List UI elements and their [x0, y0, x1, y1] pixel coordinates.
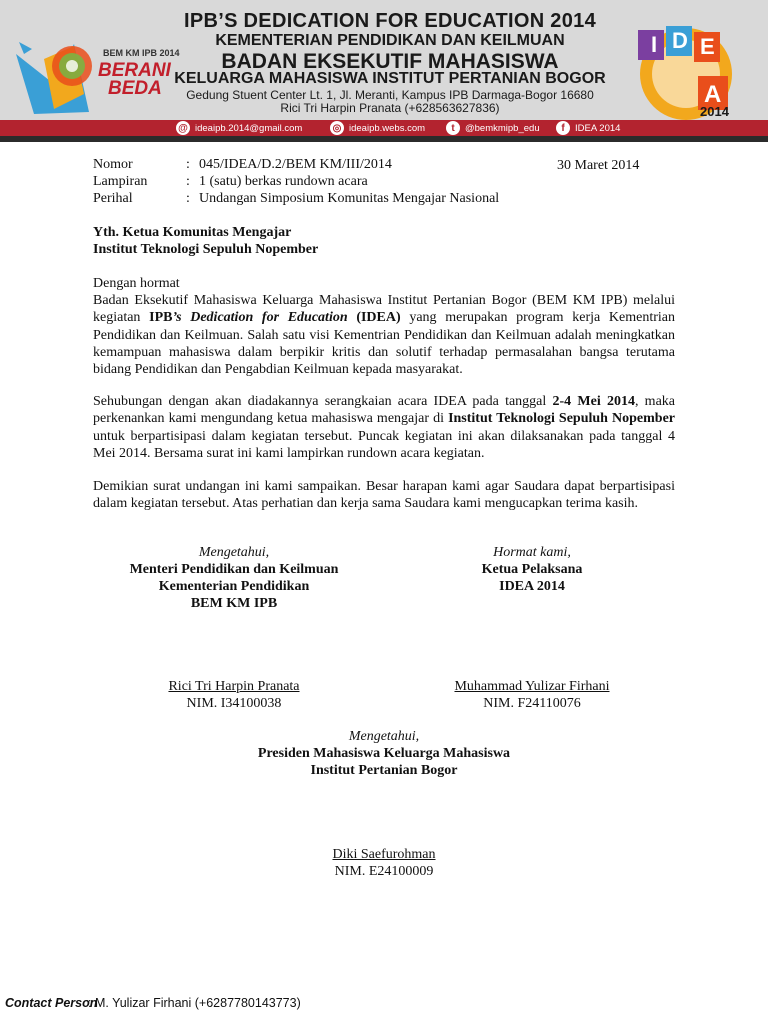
p2-dates: 2-4 Mei 2014 — [552, 394, 635, 409]
logo-right-year: 2014 — [700, 104, 729, 119]
right-sign-title1: Ketua Pelaksana — [481, 562, 583, 577]
p2-text-c: , maka perkenankan kami mengundang ketua mahasiswa mengajar di — [93, 394, 675, 427]
bottom-sign-intro: Mengetahui, — [348, 729, 420, 744]
right-sign-title2: IDEA 2014 — [499, 579, 565, 594]
paragraph-1 — [93, 292, 675, 378]
letterhead-dark-band — [0, 136, 768, 142]
nomor-label: Nomor — [93, 157, 133, 172]
contact-email[interactable] — [176, 121, 302, 135]
facebook-icon: f — [556, 121, 570, 135]
perihal-colon: : — [186, 191, 190, 206]
logo-left-caption: BEM KM IPB 2014 — [103, 48, 180, 58]
logo-left-slogan-line2: BEDA — [108, 78, 162, 99]
contact-email-text: ideaipb.2014@gmail.com — [195, 122, 303, 134]
p1-idea: (IDEA) — [347, 310, 401, 326]
letterhead-institution: KELUARGA MAHASISWA INSTITUT PERTANIAN BOGOR — [174, 70, 606, 87]
right-sign-intro: Hormat kami, — [493, 545, 571, 560]
contact-web-text: ideaipb.webs.com — [349, 122, 426, 134]
svg-text:A: A — [704, 81, 722, 108]
bottom-sign-title1: Presiden Mahasiswa Keluarga Mahasiswa — [257, 746, 511, 761]
p1-ipb: IPB — [149, 310, 173, 326]
p1-dedication: ’s Dedication for Education — [172, 310, 348, 326]
perihal-label: Perihal — [93, 191, 133, 206]
left-sign-nim: NIM. I34100038 — [186, 696, 282, 711]
lampiran-label: Lampiran — [93, 174, 148, 189]
twitter-icon: t — [446, 121, 460, 135]
paragraph-2 — [93, 393, 675, 462]
recipient-line2: Institut Teknologi Sepuluh Nopember — [93, 242, 319, 257]
letterhead — [0, 0, 768, 142]
letterhead-title: IPB’S DEDICATION FOR EDUCATION 2014 — [183, 10, 597, 32]
nomor-value: 045/IDEA/D.2/BEM KM/III/2014 — [199, 157, 392, 172]
left-sign-title2: Kementerian Pendidikan — [158, 579, 310, 594]
bottom-sign-title2: Institut Pertanian Bogor — [310, 763, 458, 778]
svg-text:D: D — [672, 28, 688, 53]
p2-text-a: Sehubungan dengan akan diadakannya serangkaian acara IDEA pada tanggal — [93, 394, 553, 409]
letterhead-ministry: KEMENTERIAN PENDIDIKAN DAN KEILMUAN — [215, 32, 565, 49]
left-sign-intro: Mengetahui, — [198, 545, 270, 560]
contact-facebook-text: IDEA 2014 — [575, 122, 621, 134]
globe-icon: ◎ — [330, 121, 344, 135]
footer-contact-label: Contact Person — [5, 996, 98, 1010]
at-icon: @ — [176, 121, 190, 135]
recipient-line1: Yth. Ketua Komunitas Mengajar — [93, 225, 292, 240]
bottom-sign-name-text: Diki Saefurohman — [332, 847, 436, 862]
left-sign-name-text: Rici Tri Harpin Pranata — [168, 679, 300, 694]
letterhead-contact-name: Rici Tri Harpin Pranata (+628563627836) — [280, 101, 500, 115]
lampiran-value: 1 (satu) berkas rundown acara — [199, 174, 368, 189]
left-sign-title3: BEM KM IPB — [190, 596, 278, 611]
p1-text-a: Badan Eksekutif Mahasiswa Keluarga Mahasiswa Institut Pertanian Bogor (BEM KM IPB) melalui kegiatan — [93, 293, 675, 326]
svg-text:I: I — [651, 32, 658, 57]
letterhead-address: Gedung Stuent Center Lt. 1, Jl. Meranti, Kampus IPB Darmaga-Bogor 16680 — [186, 88, 594, 102]
left-sign-title1: Menteri Pendidikan dan Keilmuan — [129, 562, 339, 577]
left-sign-name — [84, 678, 384, 695]
nomor-colon: : — [186, 157, 190, 172]
right-sign-nim: NIM. F24110076 — [483, 696, 581, 711]
letter-date: 30 Maret 2014 — [557, 158, 640, 173]
p1-text-e: yang merupakan program kerja Kementrian Pendidikan dan Keilmuan. Salah satu visi Kementrian Pendidikan dan Keilmuan adalah meningkatkan kemampuan mahasiswa dalam berpikir kritis dan solutif terhadap permasalahan bangsa terutama bidang Pendidikan dan Pengabdian Keilmuan kepada masyarakat. — [93, 310, 676, 378]
p2-its: Institut Teknologi Sepuluh Nopember — [448, 411, 676, 427]
right-sign-name — [408, 678, 656, 695]
lampiran-colon: : — [186, 174, 190, 189]
paragraph-3: Demikian surat undangan ini kami sampaikan. Besar harapan kami agar Saudara dapat berpartisipasi dalam kegiatan tersebut. Atas perhatian dan kerja sama Saudara kami mengucapkan terima kasih. — [93, 479, 675, 512]
contact-web[interactable] — [330, 121, 425, 135]
perihal-value: Undangan Simposium Komunitas Mengajar Nasional — [199, 191, 500, 206]
greeting: Dengan hormat — [93, 276, 180, 291]
contact-twitter[interactable] — [446, 121, 540, 135]
footer-contact-value: : M. Yulizar Firhani (+6287780143773) — [88, 996, 301, 1010]
right-sign-name-text: Muhammad Yulizar Firhani — [454, 679, 610, 694]
bottom-sign-name — [234, 846, 534, 863]
p2-text-e: untuk berpartisipasi dalam kegiatan tersebut. Puncak kegiatan ini akan dilaksanakan pada tanggal 4 Mei 2014. Bersama surat ini kami lampirkan rundown acara kegiatan. — [93, 428, 675, 461]
letterhead-org: BADAN EKSEKUTIF MAHASISWA — [221, 50, 559, 73]
contact-twitter-text: @bemkmipb_edu — [465, 122, 540, 134]
idea-2014-logo — [626, 14, 766, 122]
logo-left-slogan-line1: BERANI — [98, 60, 171, 81]
svg-text:E: E — [700, 34, 715, 59]
bottom-sign-nim: NIM. E24100009 — [334, 864, 434, 879]
footer-contact — [0, 994, 768, 1014]
contact-facebook[interactable] — [556, 121, 620, 135]
